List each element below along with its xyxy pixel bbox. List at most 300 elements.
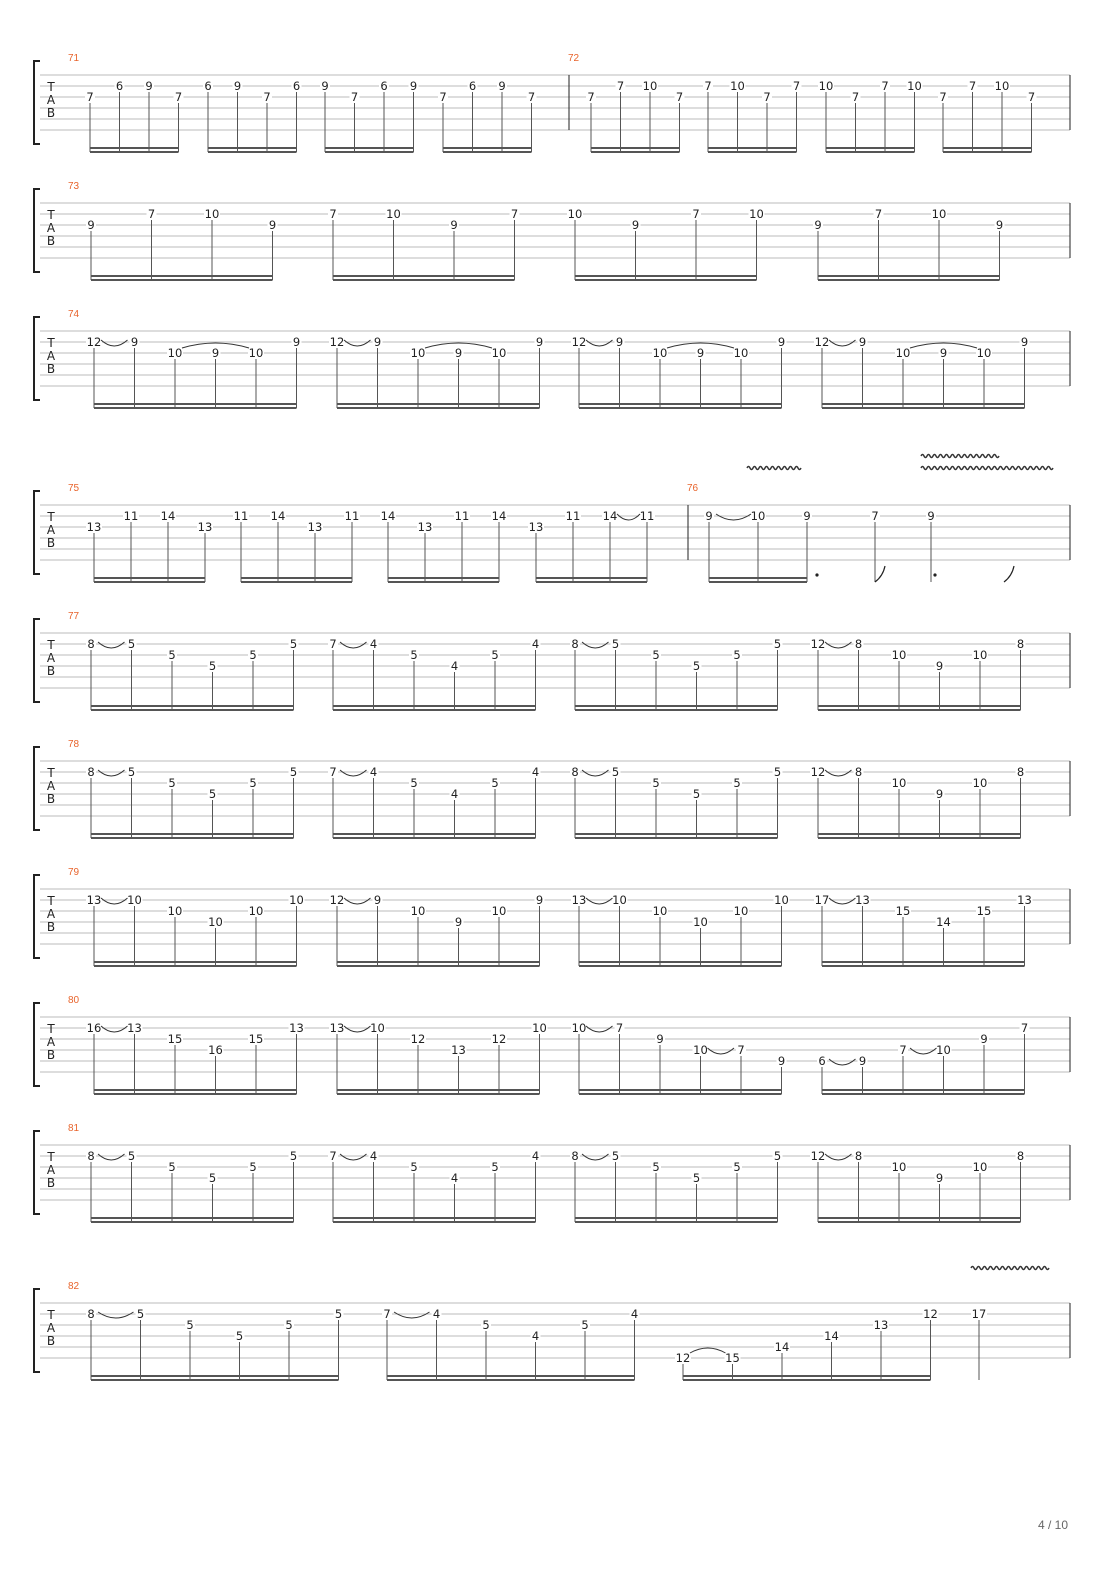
fret-number: 5	[692, 659, 701, 673]
fret-number: 7	[383, 1307, 391, 1321]
dot	[933, 573, 936, 576]
fret-number: 5	[168, 1160, 176, 1174]
fret-number: 9	[858, 335, 867, 349]
fret-number: 8	[1016, 765, 1025, 779]
fret-number: 5	[208, 1171, 217, 1185]
fret-number: 9	[777, 335, 786, 349]
fret-number: 9	[292, 335, 301, 349]
fret-number: 9	[498, 79, 506, 93]
fret-number: 7	[329, 637, 337, 651]
fret-number: 12	[810, 637, 826, 651]
fret-number: 10	[891, 776, 907, 790]
fret-number: 9	[696, 346, 705, 360]
fret-number: 12	[571, 335, 587, 349]
fret-number: 5	[136, 1307, 145, 1321]
fret-number: 9	[87, 218, 95, 232]
fret-number: 12	[675, 1351, 691, 1365]
fret-number: 5	[249, 776, 257, 790]
fret-number: 9	[939, 346, 948, 360]
tab-clef-letter: T	[47, 208, 55, 222]
system-bracket	[34, 619, 40, 702]
fret-number: 5	[611, 637, 620, 651]
fret-number: 10	[931, 207, 947, 221]
fret-number: 13	[528, 520, 544, 534]
system-bracket	[34, 61, 40, 144]
fret-number: 5	[652, 648, 660, 662]
fret-number: 5	[285, 1318, 293, 1332]
fret-number: 7	[329, 207, 337, 221]
tab-clef-letter: B	[46, 1176, 56, 1190]
fret-number: 4	[531, 765, 540, 779]
fret-number: 10	[642, 79, 658, 93]
fret-number: 13	[86, 520, 102, 534]
fret-number: 10	[774, 893, 789, 907]
fret-number: 9	[631, 218, 640, 232]
fret-number: 8	[571, 765, 579, 779]
fret-number: 9	[145, 79, 153, 93]
fret-number: 7	[1020, 1021, 1029, 1035]
tab-clef-letter: A	[46, 1035, 56, 1049]
fret-number: 7	[675, 90, 684, 104]
bar-number: 75	[68, 483, 80, 494]
fret-number: 10	[491, 346, 507, 360]
fret-number: 12	[923, 1307, 938, 1321]
tab-clef-letter: B	[46, 106, 56, 120]
fret-number: 8	[854, 637, 863, 651]
fret-number: 10	[733, 904, 749, 918]
fret-number: 5	[611, 765, 620, 779]
fret-number: 15	[248, 1032, 264, 1046]
tab-clef-letter: T	[47, 1308, 55, 1322]
fret-number: 5	[733, 776, 741, 790]
fret-number: 10	[491, 904, 507, 918]
tab-clef-letter: B	[46, 664, 56, 678]
fret-number: 5	[334, 1307, 343, 1321]
fret-number: 7	[615, 1021, 624, 1035]
fret-number: 9	[927, 509, 935, 523]
fret-number: 12	[491, 1032, 507, 1046]
fret-number: 5	[208, 787, 217, 801]
fret-number: 9	[450, 218, 458, 232]
slur	[825, 642, 852, 648]
fret-number: 7	[1027, 90, 1036, 104]
fret-number: 7	[737, 1043, 745, 1057]
fret-number: 9	[130, 335, 139, 349]
tab-clef-letter: T	[47, 510, 55, 524]
fret-number: 15	[725, 1351, 740, 1365]
slur	[98, 1312, 134, 1318]
bar-number: 72	[568, 53, 580, 64]
fret-number: 8	[87, 637, 95, 651]
fret-number: 11	[454, 509, 470, 523]
fret-number: 5	[249, 648, 257, 662]
note-flag	[875, 566, 885, 582]
fret-number: 5	[289, 1149, 298, 1163]
slur	[101, 898, 128, 904]
slur	[98, 1154, 125, 1160]
tab-clef-letter: A	[46, 1163, 56, 1177]
fret-number: 5	[127, 765, 136, 779]
system-bracket	[34, 317, 40, 400]
fret-number: 5	[168, 648, 176, 662]
fret-number: 8	[571, 1149, 579, 1163]
fret-number: 4	[531, 1149, 540, 1163]
bar-number: 74	[68, 309, 80, 320]
fret-number: 14	[270, 509, 286, 523]
fret-number: 5	[491, 648, 499, 662]
slur	[708, 1048, 735, 1054]
fret-number: 9	[803, 509, 811, 523]
fret-number: 10	[612, 893, 627, 907]
fret-number: 10	[693, 1043, 708, 1057]
slur	[582, 1154, 609, 1160]
system-bracket	[34, 1289, 40, 1372]
fret-number: 9	[935, 787, 944, 801]
slur	[825, 1154, 852, 1160]
fret-number: 5	[410, 776, 418, 790]
slur	[582, 642, 609, 648]
fret-number: 10	[891, 648, 907, 662]
fret-number: 7	[968, 79, 977, 93]
fret-number: 7	[874, 207, 883, 221]
fret-number: 5	[491, 776, 499, 790]
fret-number: 10	[532, 1021, 547, 1035]
fret-number: 9	[935, 1171, 944, 1185]
tab-clef-letter: A	[46, 779, 56, 793]
fret-number: 5	[127, 1149, 136, 1163]
tab-system	[34, 867, 1070, 966]
fret-number: 9	[535, 893, 544, 907]
fret-number: 8	[87, 1307, 95, 1321]
vibrato-mark	[971, 1267, 1049, 1270]
fret-number: 5	[581, 1318, 589, 1332]
slur	[690, 1348, 726, 1353]
page-number: 4 / 10	[1037, 1518, 1068, 1532]
slur	[340, 770, 367, 776]
note-flag	[1004, 566, 1014, 582]
fret-number: 13	[451, 1043, 466, 1057]
fret-number: 7	[147, 207, 156, 221]
fret-number: 7	[587, 90, 595, 104]
fret-number: 4	[432, 1307, 441, 1321]
slur	[582, 770, 609, 776]
fret-number: 10	[370, 1021, 385, 1035]
fret-number: 7	[439, 90, 447, 104]
fret-number: 7	[510, 207, 519, 221]
fret-number: 5	[168, 776, 176, 790]
fret-number: 4	[369, 637, 378, 651]
fret-number: 8	[1016, 637, 1025, 651]
fret-number: 5	[186, 1318, 194, 1332]
fret-number: 7	[881, 79, 889, 93]
fret-number: 16	[208, 1043, 223, 1057]
fret-number: 11	[565, 509, 581, 523]
fret-number: 9	[814, 218, 822, 232]
fret-number: 7	[86, 90, 94, 104]
fret-number: 10	[936, 1043, 951, 1057]
fret-number: 12	[86, 335, 102, 349]
slur	[910, 1048, 937, 1054]
tab-clef-letter: T	[47, 336, 55, 350]
fret-number: 6	[468, 79, 477, 93]
tab-system	[34, 483, 1070, 582]
fret-number: 11	[639, 509, 655, 523]
fret-number: 5	[652, 776, 660, 790]
fret-number: 10	[749, 207, 764, 221]
slur	[829, 340, 856, 346]
tab-clef-letter: T	[47, 638, 55, 652]
fret-number: 6	[380, 79, 388, 93]
fret-number: 5	[733, 648, 741, 662]
fret-number: 5	[410, 648, 418, 662]
fret-number: 9	[1020, 335, 1029, 349]
fret-number: 13	[1017, 893, 1032, 907]
fret-number: 9	[454, 915, 463, 929]
fret-number: 5	[652, 1160, 660, 1174]
fret-number: 7	[329, 765, 337, 779]
fret-number: 10	[750, 509, 766, 523]
fret-number: 9	[409, 79, 418, 93]
fret-number: 7	[616, 79, 625, 93]
fret-number: 7	[527, 90, 536, 104]
fret-number: 10	[386, 207, 401, 221]
slur	[829, 1059, 856, 1065]
fret-number: 9	[935, 659, 944, 673]
bar-number: 82	[68, 1281, 80, 1292]
fret-number: 5	[491, 1160, 499, 1174]
fret-number: 13	[873, 1318, 889, 1332]
fret-number: 5	[235, 1329, 244, 1343]
system-bracket	[34, 747, 40, 830]
slur	[586, 898, 613, 904]
fret-number: 13	[289, 1021, 304, 1035]
fret-number: 15	[167, 1032, 183, 1046]
slur	[344, 340, 371, 346]
fret-number: 7	[692, 207, 700, 221]
fret-number: 10	[571, 1021, 587, 1035]
tab-system	[34, 53, 1070, 152]
fret-number: 7	[851, 90, 860, 104]
fret-number: 10	[907, 79, 922, 93]
fret-number: 6	[818, 1054, 826, 1068]
vibrato-mark	[921, 455, 999, 458]
fret-number: 9	[777, 1054, 786, 1068]
fret-number: 13	[571, 893, 587, 907]
fret-number: 5	[208, 659, 217, 673]
fret-number: 10	[693, 915, 708, 929]
fret-number: 8	[1016, 1149, 1025, 1163]
fret-number: 12	[329, 335, 345, 349]
bar-number: 78	[68, 739, 80, 750]
fret-number: 10	[652, 904, 668, 918]
tab-clef-letter: T	[47, 1150, 55, 1164]
fret-number: 6	[292, 79, 301, 93]
tab-system	[34, 739, 1070, 838]
fret-number: 12	[329, 893, 345, 907]
fret-number: 13	[197, 520, 213, 534]
fret-number: 9	[454, 346, 463, 360]
slur	[716, 514, 751, 520]
fret-number: 7	[263, 90, 271, 104]
fret-number: 9	[211, 346, 220, 360]
fret-number: 9	[980, 1032, 988, 1046]
fret-number: 10	[994, 79, 1010, 93]
tab-clef-letter: T	[47, 1022, 55, 1036]
tab-clef-letter: T	[47, 894, 55, 908]
fret-number: 10	[208, 915, 223, 929]
fret-number: 9	[656, 1032, 664, 1046]
fret-number: 11	[344, 509, 360, 523]
fret-number: 10	[972, 648, 988, 662]
fret-number: 9	[858, 1054, 867, 1068]
tab-clef-letter: B	[46, 792, 56, 806]
fret-number: 9	[321, 79, 329, 93]
fret-number: 4	[630, 1307, 639, 1321]
tab-clef-letter: B	[46, 1334, 56, 1348]
tab-clef-letter: A	[46, 651, 56, 665]
fret-number: 5	[249, 1160, 257, 1174]
tab-clef-letter: B	[46, 536, 56, 550]
fret-number: 14	[160, 509, 176, 523]
bar-number: 81	[68, 1123, 80, 1134]
fret-number: 10	[730, 79, 745, 93]
system-bracket	[34, 1131, 40, 1214]
fret-number: 10	[895, 346, 911, 360]
fret-number: 17	[814, 893, 830, 907]
bar-number: 73	[68, 181, 80, 192]
bar-number: 76	[687, 483, 699, 494]
fret-number: 9	[233, 79, 242, 93]
fret-number: 17	[971, 1307, 987, 1321]
tab-clef-letter: B	[46, 920, 56, 934]
fret-number: 13	[417, 520, 433, 534]
fret-number: 13	[127, 1021, 142, 1035]
system-bracket	[34, 1003, 40, 1086]
tab-clef-letter: B	[46, 1048, 56, 1062]
tab-system	[34, 611, 1070, 710]
fret-number: 10	[167, 904, 183, 918]
bar-number: 79	[68, 867, 80, 878]
tab-clef-letter: B	[46, 362, 56, 376]
fret-number: 4	[369, 1149, 378, 1163]
fret-number: 14	[936, 915, 951, 929]
vibrato-mark	[921, 467, 1053, 470]
fret-number: 10	[972, 776, 988, 790]
slur	[825, 770, 852, 776]
bar-number: 80	[68, 995, 80, 1006]
fret-number: 13	[855, 893, 870, 907]
fret-number: 10	[204, 207, 220, 221]
slur	[617, 514, 640, 520]
tab-system	[34, 1281, 1070, 1380]
fret-number: 5	[289, 637, 298, 651]
fret-number: 14	[491, 509, 507, 523]
fret-number: 5	[692, 1171, 701, 1185]
fret-number: 7	[792, 79, 801, 93]
fret-number: 10	[289, 893, 304, 907]
tab-clef-letter: B	[46, 234, 56, 248]
fret-number: 10	[410, 346, 426, 360]
fret-number: 10	[248, 904, 264, 918]
fret-number: 12	[410, 1032, 426, 1046]
fret-number: 7	[763, 90, 771, 104]
fret-number: 4	[450, 787, 459, 801]
fret-number: 10	[652, 346, 668, 360]
slur	[344, 1026, 371, 1032]
fret-number: 10	[167, 346, 183, 360]
tab-clef-letter: A	[46, 907, 56, 921]
fret-number: 4	[369, 765, 378, 779]
tab-clef-letter: A	[46, 349, 56, 363]
fret-number: 5	[289, 765, 298, 779]
fret-number: 10	[248, 346, 264, 360]
fret-number: 10	[410, 904, 426, 918]
fret-number: 10	[567, 207, 583, 221]
fret-number: 4	[531, 1329, 540, 1343]
fret-number: 10	[127, 893, 142, 907]
fret-number: 5	[482, 1318, 490, 1332]
slur	[101, 1026, 128, 1032]
fret-number: 5	[773, 1149, 782, 1163]
fret-number: 7	[350, 90, 359, 104]
fret-number: 12	[810, 1149, 826, 1163]
tab-clef-letter: A	[46, 523, 56, 537]
fret-number: 13	[307, 520, 323, 534]
fret-number: 9	[535, 335, 544, 349]
slur	[101, 340, 128, 346]
tab-clef-letter: T	[47, 80, 55, 94]
fret-number: 4	[531, 637, 540, 651]
fret-number: 10	[976, 346, 992, 360]
fret-number: 5	[611, 1149, 620, 1163]
system-bracket	[34, 491, 40, 574]
fret-number: 10	[818, 79, 834, 93]
slur	[340, 1154, 367, 1160]
tab-system	[34, 995, 1070, 1094]
fret-number: 13	[86, 893, 102, 907]
bar-number: 71	[68, 53, 80, 64]
fret-number: 10	[733, 346, 749, 360]
dot	[815, 573, 818, 576]
fret-number: 14	[824, 1329, 839, 1343]
slur	[98, 770, 125, 776]
fret-number: 4	[450, 659, 459, 673]
slur	[344, 898, 371, 904]
slur	[586, 1026, 613, 1032]
fret-number: 15	[895, 904, 911, 918]
tab-clef-letter: A	[46, 221, 56, 235]
fret-number: 8	[571, 637, 579, 651]
slur	[394, 1312, 430, 1318]
fret-number: 4	[450, 1171, 459, 1185]
tab-clef-letter: A	[46, 1321, 56, 1335]
fret-number: 7	[704, 79, 712, 93]
slur	[829, 898, 856, 904]
tab-clef-letter: A	[46, 93, 56, 107]
fret-number: 9	[373, 335, 382, 349]
fret-number: 7	[174, 90, 183, 104]
fret-number: 5	[410, 1160, 418, 1174]
fret-number: 9	[995, 218, 1004, 232]
fret-number: 6	[115, 79, 124, 93]
tab-system	[34, 1123, 1070, 1222]
fret-number: 12	[810, 765, 826, 779]
vibrato-mark	[747, 467, 801, 470]
slur	[98, 642, 125, 648]
tab-system	[34, 309, 1070, 408]
fret-number: 6	[204, 79, 212, 93]
fret-number: 5	[773, 637, 782, 651]
